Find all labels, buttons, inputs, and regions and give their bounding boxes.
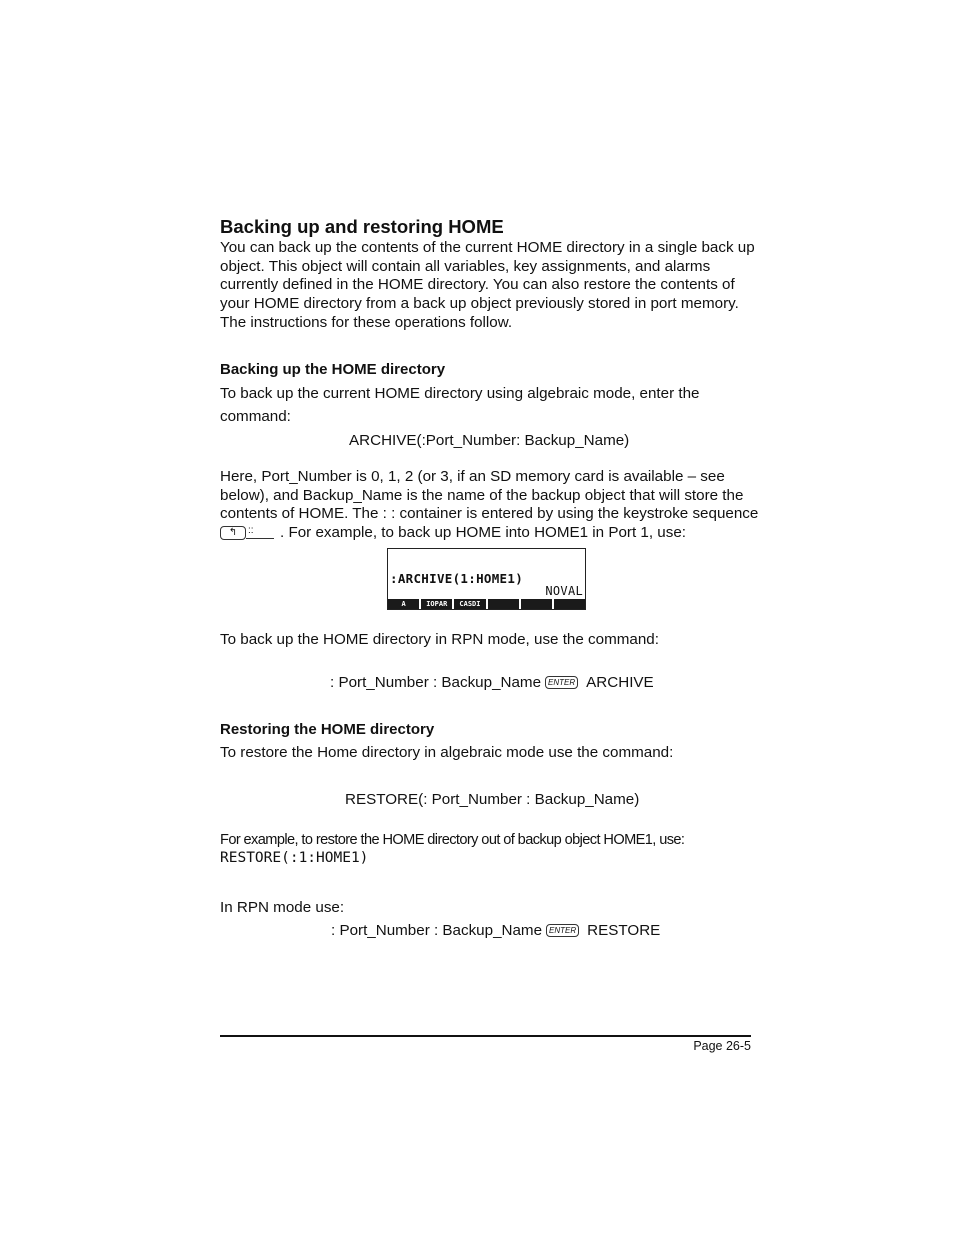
backup-para-line: below), and Backup_Name is the name of the backup object that will store the	[220, 487, 744, 504]
backup-line: To back up the current HOME directory using algebraic mode, enter the	[220, 385, 700, 402]
archive-command: ARCHIVE(:Port_Number: Backup_Name)	[349, 432, 630, 449]
enter-key-icon: ENTER	[546, 924, 579, 937]
section-title: Backing up and restoring HOME	[220, 216, 504, 237]
restore-command: RESTORE(: Port_Number : Backup_Name)	[345, 791, 640, 808]
rpn-command-text: ARCHIVE	[586, 674, 654, 691]
screen-line-2: NOVAL	[545, 584, 583, 598]
menu-key: A	[388, 599, 421, 609]
intro-line: your HOME directory from a back up object previously stored in port memory.	[220, 295, 739, 312]
rpn-intro: To back up the HOME directory in RPN mode, use the command:	[220, 631, 659, 648]
keystroke-line	[220, 523, 686, 542]
intro-line: The instructions for these operations follow.	[220, 314, 513, 331]
rpn-command-text: : Port_Number : Backup_Name	[331, 922, 543, 939]
intro-line: You can back up the contents of the current HOME directory in a single back up	[220, 239, 755, 256]
example-text: . For example, to back up HOME into HOME1 in Port 1, use:	[280, 524, 687, 541]
screen-line-1: :ARCHIVE(1:HOME1)	[390, 571, 524, 586]
footer-rule	[220, 1035, 751, 1037]
rpn-restore-command	[331, 921, 660, 940]
page-number: Page 26-5	[693, 1039, 751, 1053]
rpn-archive-command	[330, 673, 654, 692]
screen-menu-bar	[388, 599, 585, 609]
backup-heading: Backing up the HOME directory	[220, 361, 446, 378]
restore-rpn-intro: In RPN mode use:	[220, 899, 345, 916]
restore-example: For example, to restore the HOME directory out of backup object HOME1, use:	[220, 832, 685, 848]
backup-para-line: Here, Port_Number is 0, 1, 2 (or 3, if an SD memory card is available – see	[220, 468, 725, 485]
intro-line: object. This object will contain all variables, key assignments, and alarms	[220, 258, 711, 275]
enter-key-icon: ENTER	[545, 676, 578, 689]
backup-line: command:	[220, 408, 291, 425]
rpn-command-text: RESTORE	[587, 922, 661, 939]
rpn-command-text: : Port_Number : Backup_Name	[330, 674, 542, 691]
restore-heading: Restoring the HOME directory	[220, 721, 435, 738]
left-shift-key-icon: ↰	[220, 526, 246, 540]
menu-key: CASDI	[454, 599, 487, 609]
backup-para-line: contents of HOME. The : : container is entered by using the keystroke sequence	[220, 505, 759, 522]
menu-key	[488, 599, 521, 609]
calculator-screen	[387, 548, 586, 610]
restore-line: To restore the Home directory in algebraic mode use the command:	[220, 744, 674, 761]
colons-key-icon: ::	[246, 526, 274, 539]
menu-key: IOPAR	[421, 599, 454, 609]
menu-key	[554, 599, 585, 609]
menu-key	[521, 599, 554, 609]
intro-line: currently defined in the HOME directory. You can also restore the contents of	[220, 276, 735, 293]
restore-example-command: RESTORE(:1:HOME1)	[220, 850, 369, 866]
